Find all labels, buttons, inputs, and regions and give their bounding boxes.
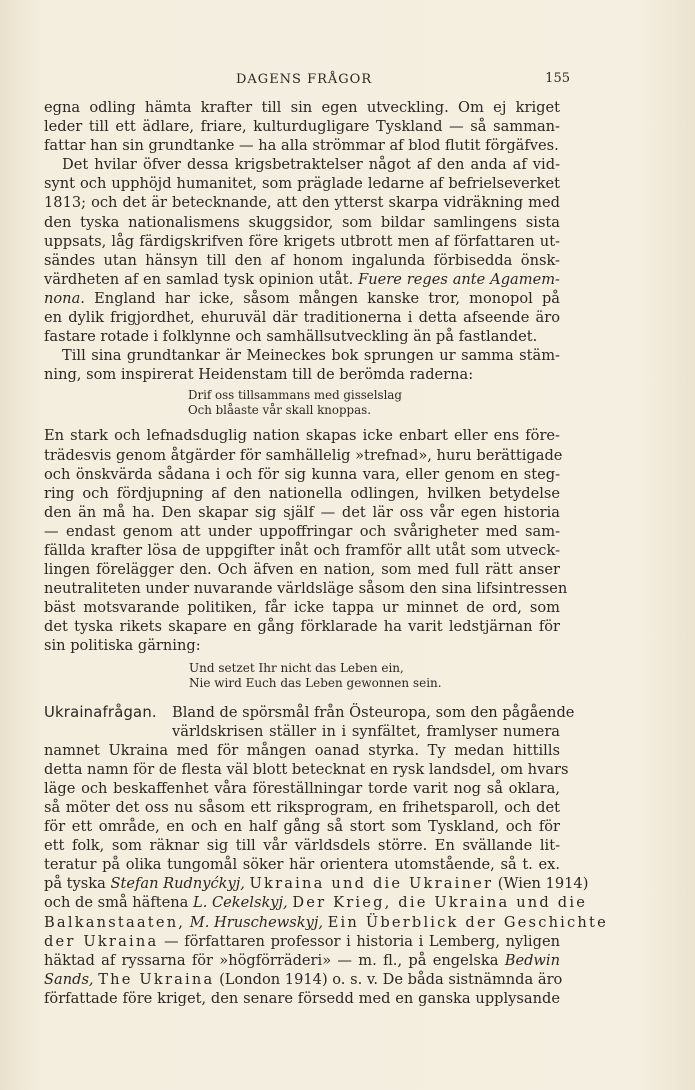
book-title: Ukraina und die Ukrainer xyxy=(249,875,494,893)
text-line: så möter det oss nu såsom ett riksprogram, en frihetsparoll, och det xyxy=(44,799,560,816)
text-line: — endast genom att under uppoffringar och svårigheter med sam- xyxy=(44,522,560,540)
latin-quote-end: nona. xyxy=(44,289,85,307)
verse-quote-line: Und setzet Ihr nicht das Leben ein, xyxy=(189,660,404,675)
book-title: Ein Überblick der Geschichte xyxy=(327,913,608,931)
text-line: bäst motsvarande politiken, får icke tappa ur minnet de ord, som xyxy=(44,599,560,617)
text-line xyxy=(44,289,560,308)
text-line: fällda krafter lösa de uppgifter inåt och framför allt utåt som utveck- xyxy=(44,541,560,559)
text-line: den tyska nationalismens skuggsidor, som bildar samlingens sista xyxy=(44,213,560,231)
text-line: Bland de spörsmål från Östeuropa, som den pågående xyxy=(172,703,575,721)
text-line: neutraliteten under nuvarande världsläge såsom den sina lifsintressen xyxy=(44,580,568,598)
text-line: för ett område, en och en half gång så stort som Tyskland, och för xyxy=(44,818,560,836)
text-line: ett folk, som räknar sig till vår världsdels större. En svällande lit- xyxy=(44,837,560,855)
text-line: världskrisen ställer in i synfältet, framlyser numera xyxy=(172,722,560,740)
latin-quote: Fuere reges ante Agamem- xyxy=(358,270,560,288)
text-line: läge och beskaffenhet våra föreställningar torde varit nog så oklara, xyxy=(44,779,560,797)
text-line: Det hvilar öfver dessa krigsbetraktelser något af den anda af vid- xyxy=(62,156,560,174)
text-line xyxy=(44,913,608,932)
running-header: DAGENS FRÅGOR xyxy=(236,72,373,87)
text-span: värdheten af en samlad tysk opinion utåt. xyxy=(44,270,354,288)
text-line: en dylik frigjordhet, ehuruväl där traditionerna i detta afseende äro xyxy=(44,309,560,327)
text-line: sin politiska gärning: xyxy=(44,637,201,655)
text-line: leder till ett ädlare, friare, kulturdugligare Tyskland — så samman- xyxy=(44,118,560,136)
text-line: och önskvärda sådana i och för sig kunna vara, eller genom en steg- xyxy=(44,465,560,483)
author-name: L. Cekelskyj, xyxy=(193,894,288,912)
book-title: der Ukraina xyxy=(44,932,159,950)
text-span: på tyska xyxy=(44,875,106,893)
text-line: fastare rotade i folklynne och samhällsutveckling än på fastlandet. xyxy=(44,328,538,346)
text-line: 1813; och det är betecknande, att den ytterst skarpa vidräkning med xyxy=(44,194,560,212)
author-name: M. Hruschewskyj, xyxy=(189,913,324,931)
text-line: egna odling hämta krafter till sin egen utveckling. Om ej kriget xyxy=(44,99,560,116)
text-line xyxy=(44,270,560,289)
text-line: sändes utan hänsyn till den af honom ingalunda förbisedda önsk- xyxy=(44,251,560,269)
body-text xyxy=(44,98,608,1008)
text-line: den än må ha. Den skapar sig själf — det lär oss vår egen historia xyxy=(44,503,560,521)
verse-quote-line: Drif oss tillsammans med gisselslag xyxy=(188,388,402,403)
text-line: En stark och lefnadsduglig nation skapas icke enbart eller ens före- xyxy=(44,427,560,445)
text-span: — författaren professor i historia i Lemberg, nyligen xyxy=(164,932,560,950)
page-number: 155 xyxy=(545,71,570,86)
text-line xyxy=(44,874,589,893)
text-line xyxy=(44,970,563,989)
text-line: ning, som inspirerat Heidenstam till de berömda raderna: xyxy=(44,366,474,384)
author-name: Stefan Rudnyćkyj, xyxy=(110,875,245,893)
margin-heading: Ukrainafrågan. xyxy=(44,703,157,721)
text-line: namnet Ukraina med för mången oanad styrka. Ty medan hittills xyxy=(44,741,560,759)
verse-quote-line: Nie wird Euch das Leben gewonnen sein. xyxy=(189,675,442,690)
book-title: Balkanstaaten, xyxy=(44,913,186,931)
book-title: The Ukraina xyxy=(98,970,215,988)
text-line: teratur på olika tungomål söker här orientera utomstående, så t. ex. xyxy=(44,856,560,874)
text-line: synt och upphöjd humanitet, som präglade ledarne af befrielseverket xyxy=(44,175,560,193)
text-line: ring och fördjupning af den nationella odlingen, hvilken betydelse xyxy=(44,484,560,502)
author-name: Bedwin xyxy=(504,951,560,969)
text-span: och de små häftena xyxy=(44,894,189,912)
text-line: trädesvis genom åtgärder för samhällelig »trefnad», huru berättigade xyxy=(44,446,563,464)
text-line: det tyska rikets skapare en gång förklarade ha varit ledstjärnan för xyxy=(44,618,560,636)
verse-quote-line: Och blåaste vår skall knoppas. xyxy=(188,403,371,418)
text-line: lingen förelägger den. Och äfven en nation, som med full rätt anser xyxy=(44,561,560,579)
author-name: Sands, xyxy=(44,970,94,988)
text-line: fattar han sin grundtanke — ha alla strömmar af blod flutit förgäfves. xyxy=(44,137,559,155)
text-line xyxy=(44,951,560,970)
text-line: uppsats, låg färdigskrifven före krigets utbrott men af författaren ut- xyxy=(44,232,560,250)
text-line: författade före kriget, den senare försedd med en ganska upplysande xyxy=(44,989,560,1007)
text-span: England har icke, såsom mången kanske tror, monopol på xyxy=(94,289,561,307)
book-title: Der Krieg, die Ukraina und die xyxy=(292,894,588,912)
text-line: detta namn för de flesta väl blott betecknat en rysk landsdel, om hvars xyxy=(44,760,569,778)
text-line xyxy=(44,893,588,912)
text-line xyxy=(44,932,560,951)
text-line: Till sina grundtankar är Meineckes bok sprungen ur samma stäm- xyxy=(62,347,560,365)
section-ukraina xyxy=(44,703,608,1009)
text-span: (London 1914) o. s. v. De båda sistnämnda äro xyxy=(219,970,563,988)
text-span: (Wien 1914) xyxy=(497,875,589,893)
text-span: häktad af ryssarna för »högförräderi» — m. fl., på engelska xyxy=(44,951,499,969)
